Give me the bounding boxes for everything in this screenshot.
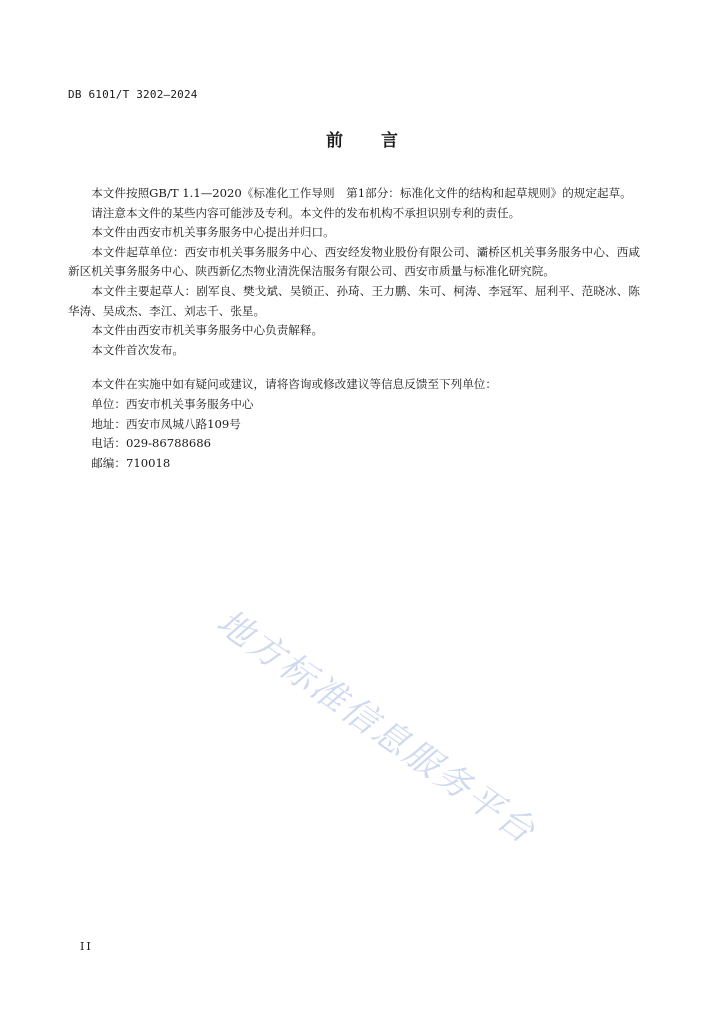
paragraph-drafters: 本文件主要起草人：剧军良、樊戈斌、吴锁正、孙琦、王力鹏、朱可、柯涛、李冠军、屈利平、范晓冰、陈华涛、吴成杰、李江、刘志千、张星。 xyxy=(68,283,640,318)
paragraph-patent-notice: 请注意本文件的某些内容可能涉及专利。本文件的发布机构不承担识别专利的责任。 xyxy=(91,205,521,220)
contact-phone: 电话：029-86788686 xyxy=(91,436,212,451)
document-id: DB 6101/T 3202—2024 xyxy=(68,88,198,101)
contact-address: 地址：西安市凤城八路109号 xyxy=(91,416,241,431)
paragraph-drafting-basis: 本文件按照GB/T 1.1—2020《标准化工作导则 第1部分：标准化文件的结构和起草规则》的规定起草。 xyxy=(91,186,632,200)
contact-unit: 单位：西安市机关事务服务中心 xyxy=(91,396,254,411)
watermark: 地方标准信息服务平台 xyxy=(209,602,544,853)
page-number: II xyxy=(80,940,93,953)
paragraph-first-release: 本文件首次发布。 xyxy=(91,342,184,357)
document-body xyxy=(68,184,640,473)
paragraph-proposer: 本文件由西安市机关事务服务中心提出并归口。 xyxy=(91,225,335,240)
paragraph-interpretation: 本文件由西安市机关事务服务中心负责解释。 xyxy=(91,323,324,338)
paragraph-drafting-units: 本文件起草单位：西安市机关事务服务中心、西安经发物业股份有限公司、灞桥区机关事务服务中心、西咸新区机关事务服务中心、陕西新亿杰物业清洗保洁服务有限公司、西安市质量与标准化研究院。 xyxy=(68,244,640,279)
contact-intro: 本文件在实施中如有疑问或建议，请将咨询或修改建议等信息反馈至下列单位： xyxy=(91,377,497,392)
contact-postcode: 邮编：710018 xyxy=(91,455,171,470)
page-title: 前言 xyxy=(326,131,436,151)
section-spacer xyxy=(68,360,640,375)
